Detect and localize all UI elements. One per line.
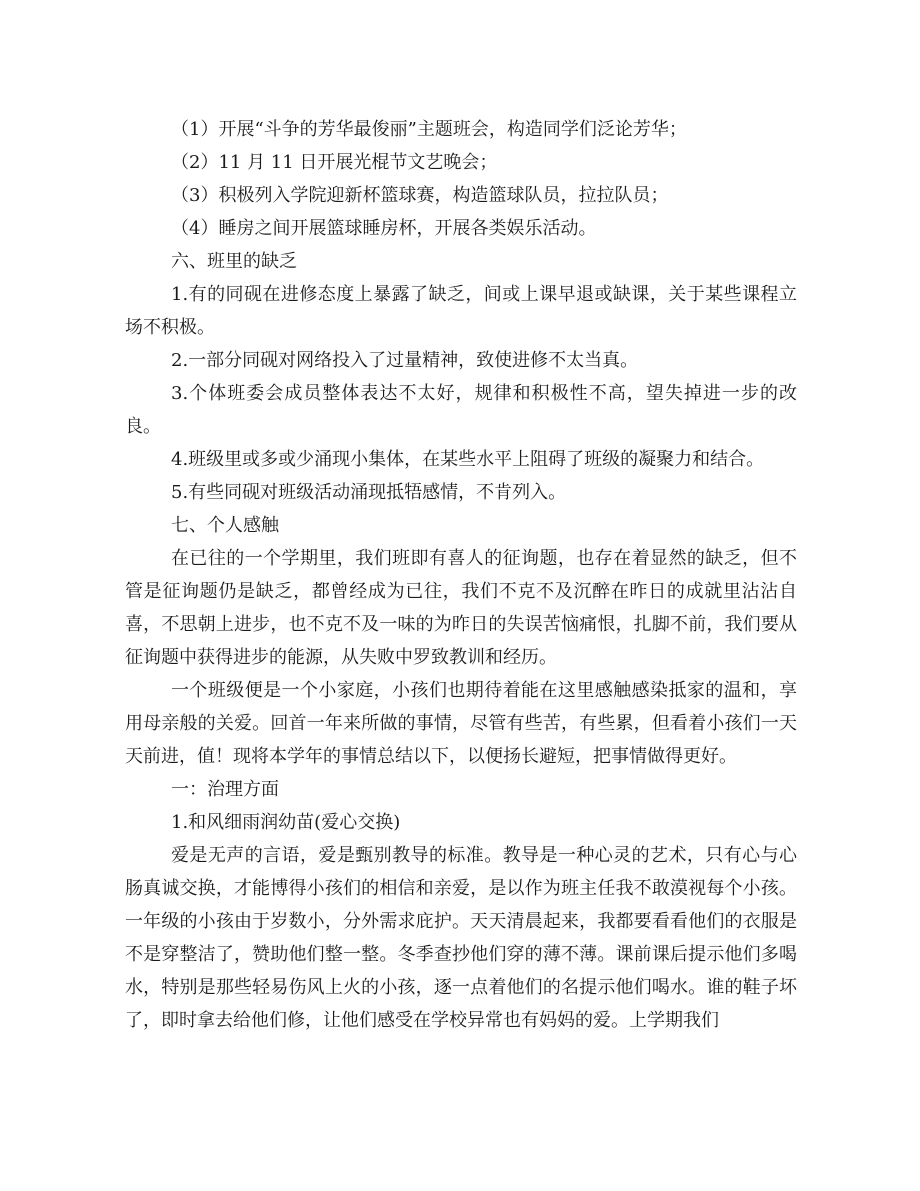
shortcoming-item-4: 4.班级里或多或少涌现小集体，在某些水平上阻碍了班级的凝聚力和结合。 [171,449,765,470]
activity-item-2: （2）11 月 11 日开展光棍节文艺晚会； [171,152,498,173]
shortcoming-item-2: 2.一部分同砚对网络投入了过量精神，致使进修不太当真。 [171,350,639,371]
care-paragraph: 爱是无声的言语，爱是甄别教导的标准。教导是一种心灵的艺术，只有心与心肠真诚交换，才能博得小孩们的相信和亲爱，是以作为班主任我不敢漠视每个小孩。一年级的小孩由于岁数小，分外需求庇护。天天清晨起来，我都要看看他们的衣服是不是穿整洁了，赞助他们整一整。冬季查抄他们穿的薄不薄。课前课后提示他们多喝水，特别是那些轻易伤风上火的小孩，逐一点着他们的名提示他们喝水。谁的鞋子坏了，即时拿去给他们修，让他们感受在学校异常也有妈妈的爱。上学期我们 [125,845,797,1031]
section-heading-shortcomings: 六、班里的缺乏 [171,251,297,272]
intro-paragraph: 一个班级便是一个小家庭，小孩们也期待着能在这里感触感染抵家的温和，享用母亲般的关爱。回首一年来所做的事情，尽管有些苦，有些累，但看着小孩们一天天前进，值！现将本学年的事情总结以下，以便扬长避短，把事情做得更好。 [125,680,797,767]
activity-item-4: （4）睡房之间开展篮球睡房杯，开展各类娱乐活动。 [171,218,597,239]
reflection-paragraph: 在已往的一个学期里，我们班即有喜人的征询题，也存在着显然的缺乏，但不管是征询题仍是缺乏，都曾经成为已往，我们不克不及沉醉在昨日的成就里沾沾自喜，不思朝上进步，也不克不及一味的为昨日的失误苦恼痛恨，扎脚不前，我们要从征询题中获得进步的能源，从失败中罗致教训和经历。 [125,548,797,668]
subsection-heading-care: 1.和风细雨润幼苗(爱心交换) [171,812,401,833]
shortcoming-item-5: 5.有些同砚对班级活动涌现抵牾感情，不肯列入。 [171,482,567,503]
shortcoming-item-1: 1.有的同砚在进修态度上暴露了缺乏，间或上课早退或缺课，关于某些课程立场不积极。 [125,284,797,338]
shortcoming-item-3: 3.个体班委会成员整体表达不太好，规律和积极性不高，望失掉进一步的改良。 [125,383,797,437]
activity-item-1: （1）开展“斗争的芳华最俊丽”主题班会，构造同学们泛论芳华； [171,119,687,140]
section-heading-reflection: 七、个人感触 [171,515,279,536]
section-heading-management: 一：治理方面 [171,779,279,800]
activity-item-3: （3）积极列入学院迎新杯篮球赛，构造篮球队员，拉拉队员； [171,185,669,206]
document-body [125,113,797,1037]
